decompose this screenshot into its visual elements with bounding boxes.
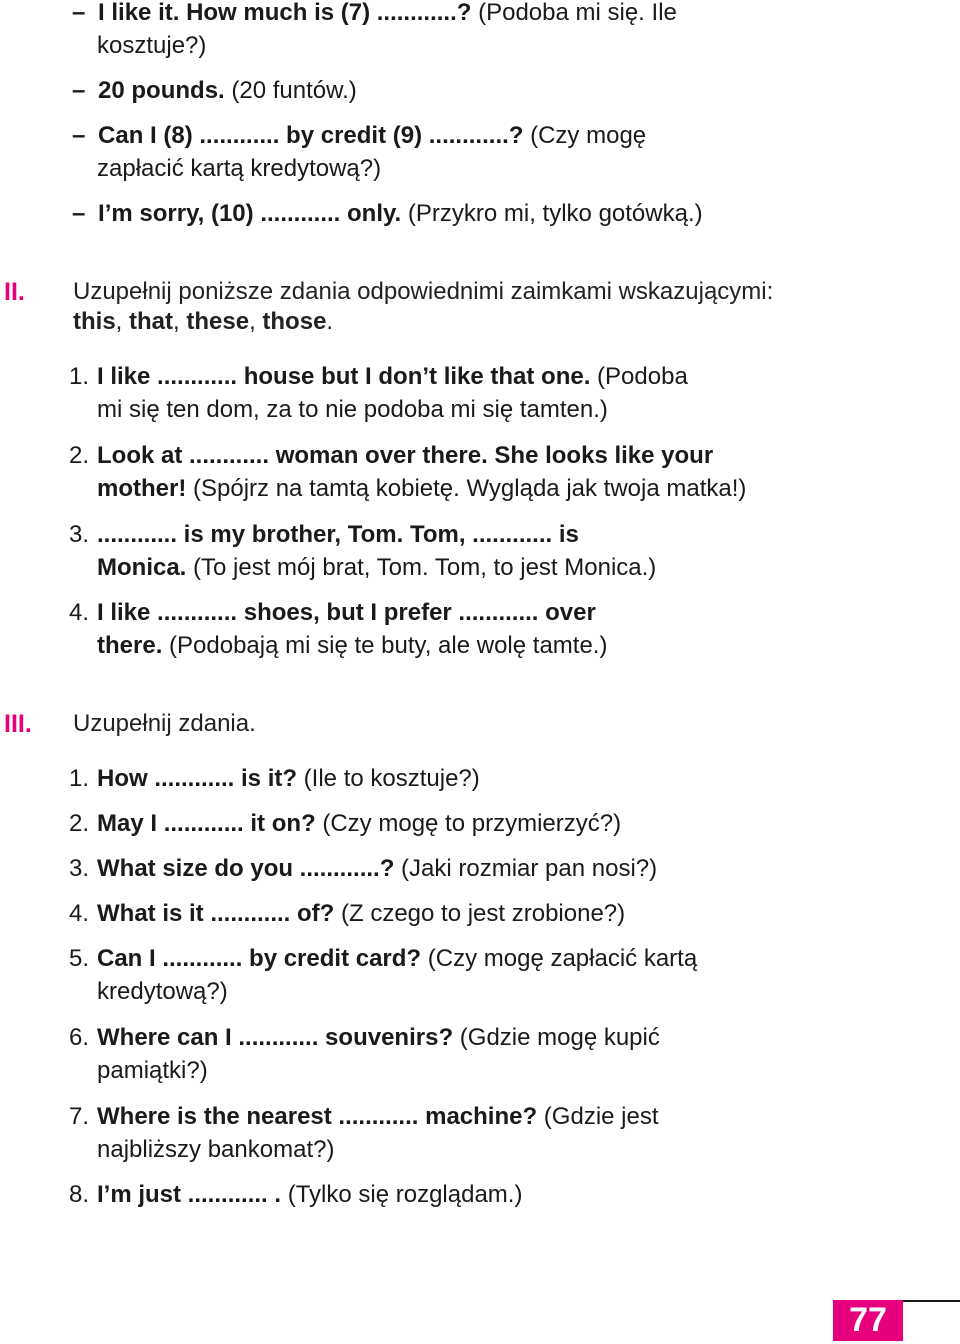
exercise-sentence: What size do you ............? (97, 855, 395, 882)
dash: – (72, 0, 86, 26)
item-number: 3. (69, 521, 90, 548)
exercise-sentence: Look at ............ woman over there. She looks like your (97, 442, 714, 469)
item-number: 8. (69, 1181, 90, 1208)
pronoun-this: this (73, 308, 116, 335)
dialogue-line-1 (72, 0, 677, 28)
item-number: 6. (69, 1024, 90, 1051)
dialogue-line-3 (72, 76, 357, 106)
translation: mi się ten dom, za to nie podoba mi się tamten.) (97, 396, 608, 423)
s3-item-6 (69, 1023, 660, 1053)
exercise-sentence: I like ............ shoes, but I prefer ............ over (97, 599, 596, 626)
exercise-sentence: Where can I ............ souvenirs? (97, 1024, 454, 1051)
item-number: 3. (69, 855, 90, 882)
exercise-sentence: I’m just ............ . (97, 1181, 282, 1208)
translation: (Gdzie mogę kupić (453, 1024, 660, 1051)
translation: (Tylko się rozglądam.) (281, 1181, 523, 1208)
translation: kredytową?) (97, 978, 228, 1005)
translation: (Jaki rozmiar pan nosi?) (394, 855, 658, 882)
translation: (To jest mój brat, Tom. Tom, to jest Monica.) (186, 554, 657, 581)
item-number: 1. (69, 765, 90, 792)
s3-item-6-cont (97, 1056, 208, 1086)
translation: (Z czego to jest zrobione?) (334, 900, 626, 927)
s3-item-5 (69, 944, 697, 974)
dash: – (72, 77, 86, 104)
section-2-numeral: II. (4, 278, 25, 306)
dialogue-line-4 (72, 121, 646, 151)
item-number: 1. (69, 363, 90, 390)
exercise-sentence: ............ is my brother, Tom. Tom, ............ is (97, 521, 579, 548)
dash: – (72, 200, 86, 227)
s2-item-1 (69, 362, 688, 392)
s2-item-2 (69, 441, 713, 471)
exercise-sentence: mother! (97, 475, 187, 502)
dialogue-bold: I’m sorry, (10) ............ only. (98, 200, 402, 227)
exercise-sentence: How ............ is it? (97, 765, 298, 792)
exercise-sentence: What is it ............ of? (97, 900, 335, 927)
s2-item-2-cont (97, 474, 746, 504)
dialogue-translation: kosztuje?) (97, 32, 207, 59)
section-3-numeral: III. (4, 710, 32, 738)
s3-item-1 (69, 764, 480, 794)
translation: (Podoba (590, 363, 688, 390)
dialogue-line-5 (97, 154, 381, 184)
translation: (Czy mogę to przymierzyć?) (315, 810, 622, 837)
s3-item-7-cont (97, 1135, 334, 1165)
s2-item-1-cont (97, 395, 608, 425)
item-number: 2. (69, 442, 90, 469)
translation: pamiątki?) (97, 1057, 208, 1084)
dialogue-translation: (Przykro mi, tylko gotówką.) (401, 200, 703, 227)
exercise-sentence: Where is the nearest ............ machine? (97, 1103, 538, 1130)
dialogue-bold: I like it. How much is (7) ............? (98, 0, 472, 26)
item-number: 4. (69, 900, 90, 927)
s3-item-4 (69, 899, 625, 929)
item-number: 7. (69, 1103, 90, 1130)
page-number: 77 (833, 1300, 903, 1341)
translation: (Podobają mi się te buty, ale wolę tamte.) (162, 632, 608, 659)
translation: (Czy mogę zapłacić kartą (421, 945, 698, 972)
exercise-sentence: there. (97, 632, 163, 659)
pronoun-that: that (129, 308, 174, 335)
exercise-sentence: Can I ............ by credit card? (97, 945, 422, 972)
s2-item-4-cont (97, 631, 607, 661)
section-2-instruction (73, 277, 773, 307)
dialogue-translation: (Podoba mi się. Ile (471, 0, 677, 26)
translation: (Spójrz na tamtą kobietę. Wygląda jak twoja matka!) (186, 475, 747, 502)
pronoun-these: these (186, 308, 250, 335)
section-3-instruction: Uzupełnij zdania. (73, 710, 256, 737)
pronoun-those: those (262, 308, 327, 335)
dialogue-translation: zapłacić kartą kredytową?) (97, 155, 382, 182)
s2-item-3 (69, 520, 579, 550)
instruction-text: Uzupełnij poniższe zdania odpowiednimi zaimkami wskazującymi: (73, 278, 774, 305)
exercise-sentence: May I ............ it on? (97, 810, 316, 837)
dialogue-bold: Can I (8) ............ by credit (9) ............? (98, 122, 524, 149)
item-number: 2. (69, 810, 90, 837)
s2-item-4 (69, 598, 596, 628)
exercise-sentence: Monica. (97, 554, 187, 581)
translation: (Ile to kosztuje?) (297, 765, 480, 792)
s3-item-5-cont (97, 977, 228, 1007)
s3-item-7 (69, 1102, 659, 1132)
item-number: 5. (69, 945, 90, 972)
item-number: 4. (69, 599, 90, 626)
dialogue-bold: 20 pounds. (98, 77, 225, 104)
dialogue-line-2 (97, 31, 206, 61)
s2-item-3-cont (97, 553, 656, 583)
dialogue-translation: (Czy mogę (523, 122, 647, 149)
s3-item-2 (69, 809, 621, 839)
s3-item-3 (69, 854, 657, 884)
exercise-sentence: I like ............ house but I don’t like that one. (97, 363, 591, 390)
translation: (Gdzie jest (537, 1103, 659, 1130)
section-2-pronouns: this, that, these, those. (73, 308, 334, 335)
s3-item-8 (69, 1180, 522, 1210)
dash: – (72, 122, 86, 149)
dialogue-line-6 (72, 199, 703, 229)
translation: najbliższy bankomat?) (97, 1136, 335, 1163)
dialogue-translation: (20 funtów.) (224, 77, 357, 104)
